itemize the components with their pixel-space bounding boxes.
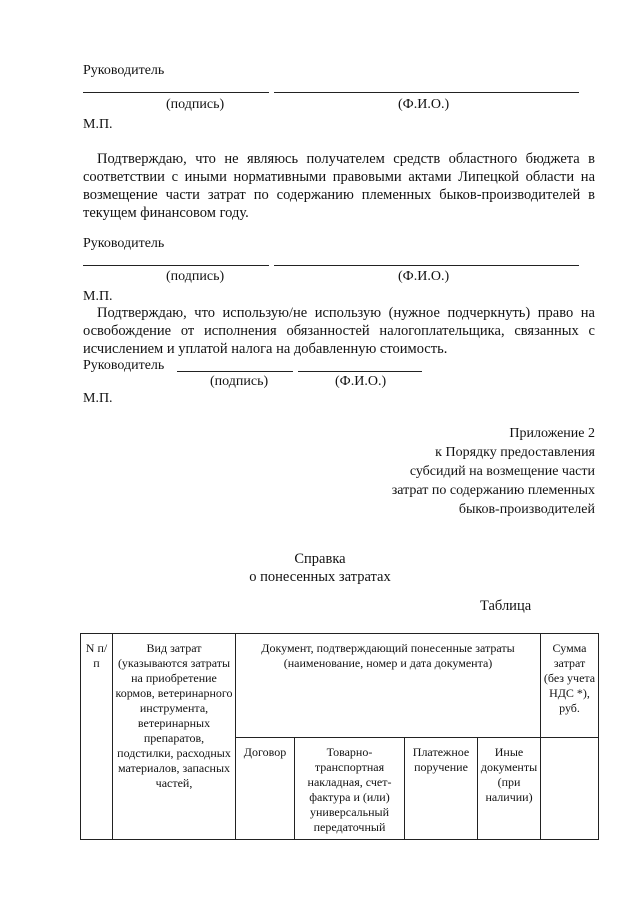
stamp-label-2: М.П.: [83, 289, 113, 304]
signature-line-3: [177, 371, 293, 372]
signature-title-1: Руководитель: [83, 63, 165, 78]
name-line-1: [274, 92, 579, 93]
name-caption-1: (Ф.И.О.): [398, 97, 450, 112]
appendix-line: Приложение 2: [509, 426, 595, 441]
signature-line-1: [83, 92, 269, 93]
header-contract: Договор: [236, 738, 295, 840]
document-title: Справка: [294, 551, 346, 567]
appendix-line: субсидий на возмещение части: [409, 464, 595, 479]
confirmation-paragraph-1: Подтверждаю, что не являюсь получателем средств областного бюджета в соответствии с иными нормативными правовыми актами Липецкой области на возмещение части затрат по содержанию племенных быков-производителей в текущем финансовом году.: [83, 151, 595, 221]
document-subtitle: о понесенных затратах: [249, 569, 391, 585]
header-cost-type: Вид затрат (указываются затраты на приобретение кормов, ветеринарного инструмента, ветеринарных препаратов, подстилки, расходных материалов, запасных частей,: [113, 634, 236, 840]
name-line-3: [298, 371, 422, 372]
costs-table: [80, 633, 599, 840]
header-number: N п/п: [81, 634, 113, 840]
sum-subcell: [541, 738, 599, 840]
signature-line-2: [83, 265, 269, 266]
signature-title-2: Руководитель: [83, 236, 165, 251]
appendix-header: [392, 424, 595, 519]
appendix-line: затрат по содержанию племенных: [391, 483, 595, 498]
header-payment-order: Платежное поручение: [405, 738, 478, 840]
header-waybill: Товарно-транспортная накладная, счет-фактура и (или) универсальный передаточный: [295, 738, 405, 840]
name-line-2: [274, 265, 579, 266]
confirmation-paragraph-2: Подтверждаю, что использую/не использую (нужное подчеркнуть) право на освобождение от исполнения обязанностей налогоплательщика, связанных с исчислением и уплатой налога на добавленную стоимость.: [83, 305, 595, 357]
signature-title-3: Руководитель: [83, 358, 165, 373]
stamp-label-1: М.П.: [83, 117, 113, 132]
header-other-docs: Иные документы (при наличии): [478, 738, 541, 840]
name-caption-3: (Ф.И.О.): [335, 374, 387, 389]
appendix-line: к Порядку предоставления: [435, 445, 595, 460]
header-document: Документ, подтверждающий понесенные затраты (наименование, номер и дата документа): [236, 634, 541, 738]
header-sum: Сумма затрат (без учета НДС *), руб.: [541, 634, 599, 738]
signature-caption-1: (подпись): [166, 97, 225, 112]
table-label: Таблица: [480, 598, 532, 614]
appendix-line: быков-производителей: [458, 502, 595, 517]
stamp-label-3: М.П.: [83, 391, 113, 406]
signature-caption-3: (подпись): [210, 374, 269, 389]
table-header-row: [81, 634, 599, 738]
signature-caption-2: (подпись): [166, 269, 225, 284]
name-caption-2: (Ф.И.О.): [398, 269, 450, 284]
